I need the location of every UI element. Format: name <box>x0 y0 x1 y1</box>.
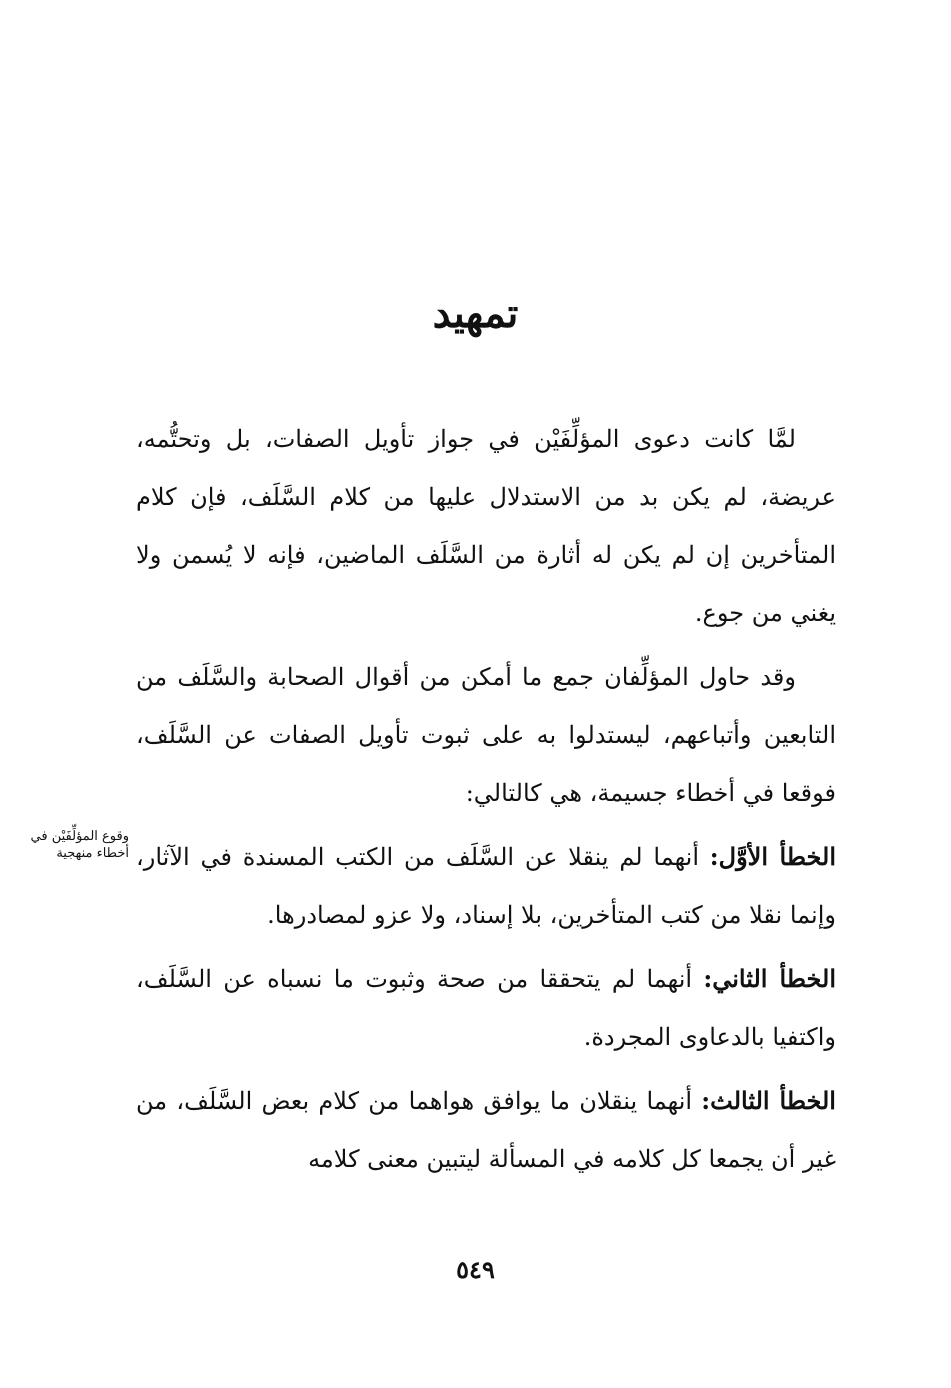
paragraph-attempt: وقد حاول المؤلِّفان جمع ما أمكن من أقوال الصحابة والسَّلَف من التابعين وأتباعهم، ليستدلوا به على ثبوت تأويل الصفات عن السَّلَف، فوقعا في أخطاء جسيمة، هي كالتالي: <box>136 663 836 807</box>
error-label-first: الخطأ الأوَّل: <box>709 842 836 871</box>
margin-note: وقوع المؤلِّفَيْن في أخطاء منهجية <box>30 829 129 861</box>
error-text-second: أنهما لم يتحققا من صحة وثبوت ما نسباه عن السَّلَف، واكتفيا بالدعاوى المجردة. <box>136 965 836 1051</box>
error-text-third: أنهما ينقلان ما يوافق هواهما من كلام بعض السَّلَف، من غير أن يجمعا كل كلامه في المسألة ليتبين معنى كلامه <box>136 1087 836 1173</box>
error-paragraph-second <box>136 950 836 1066</box>
error-paragraph-first <box>136 828 836 944</box>
error-text-first: أنهما لم ينقلا عن السَّلَف من الكتب المسندة في الآثار، وإنما نقلا من كتب المتأخرين، بلا إسناد، ولا عزو لمصادرها. <box>136 843 836 929</box>
chapter-title: تمهيد <box>432 290 519 337</box>
error-paragraph-third <box>136 1072 836 1188</box>
error-label-third: الخطأ الثالث: <box>701 1086 836 1115</box>
page-number: ٥٤٩ <box>456 1255 495 1284</box>
paragraph-intro: لمَّا كانت دعوى المؤلِّفَيْن في جواز تأويل الصفات، بل وتحتُّمه، عريضة، لم يكن بد من الاستدلال عليها من كلام السَّلَف، فإن كلام المتأخرين إن لم يكن له أثارة من السَّلَف الماضين، فإنه لا يُسمن ولا يغني من جوع. <box>136 425 836 627</box>
body-text <box>136 410 836 1194</box>
error-label-second: الخطأ الثاني: <box>703 964 836 993</box>
